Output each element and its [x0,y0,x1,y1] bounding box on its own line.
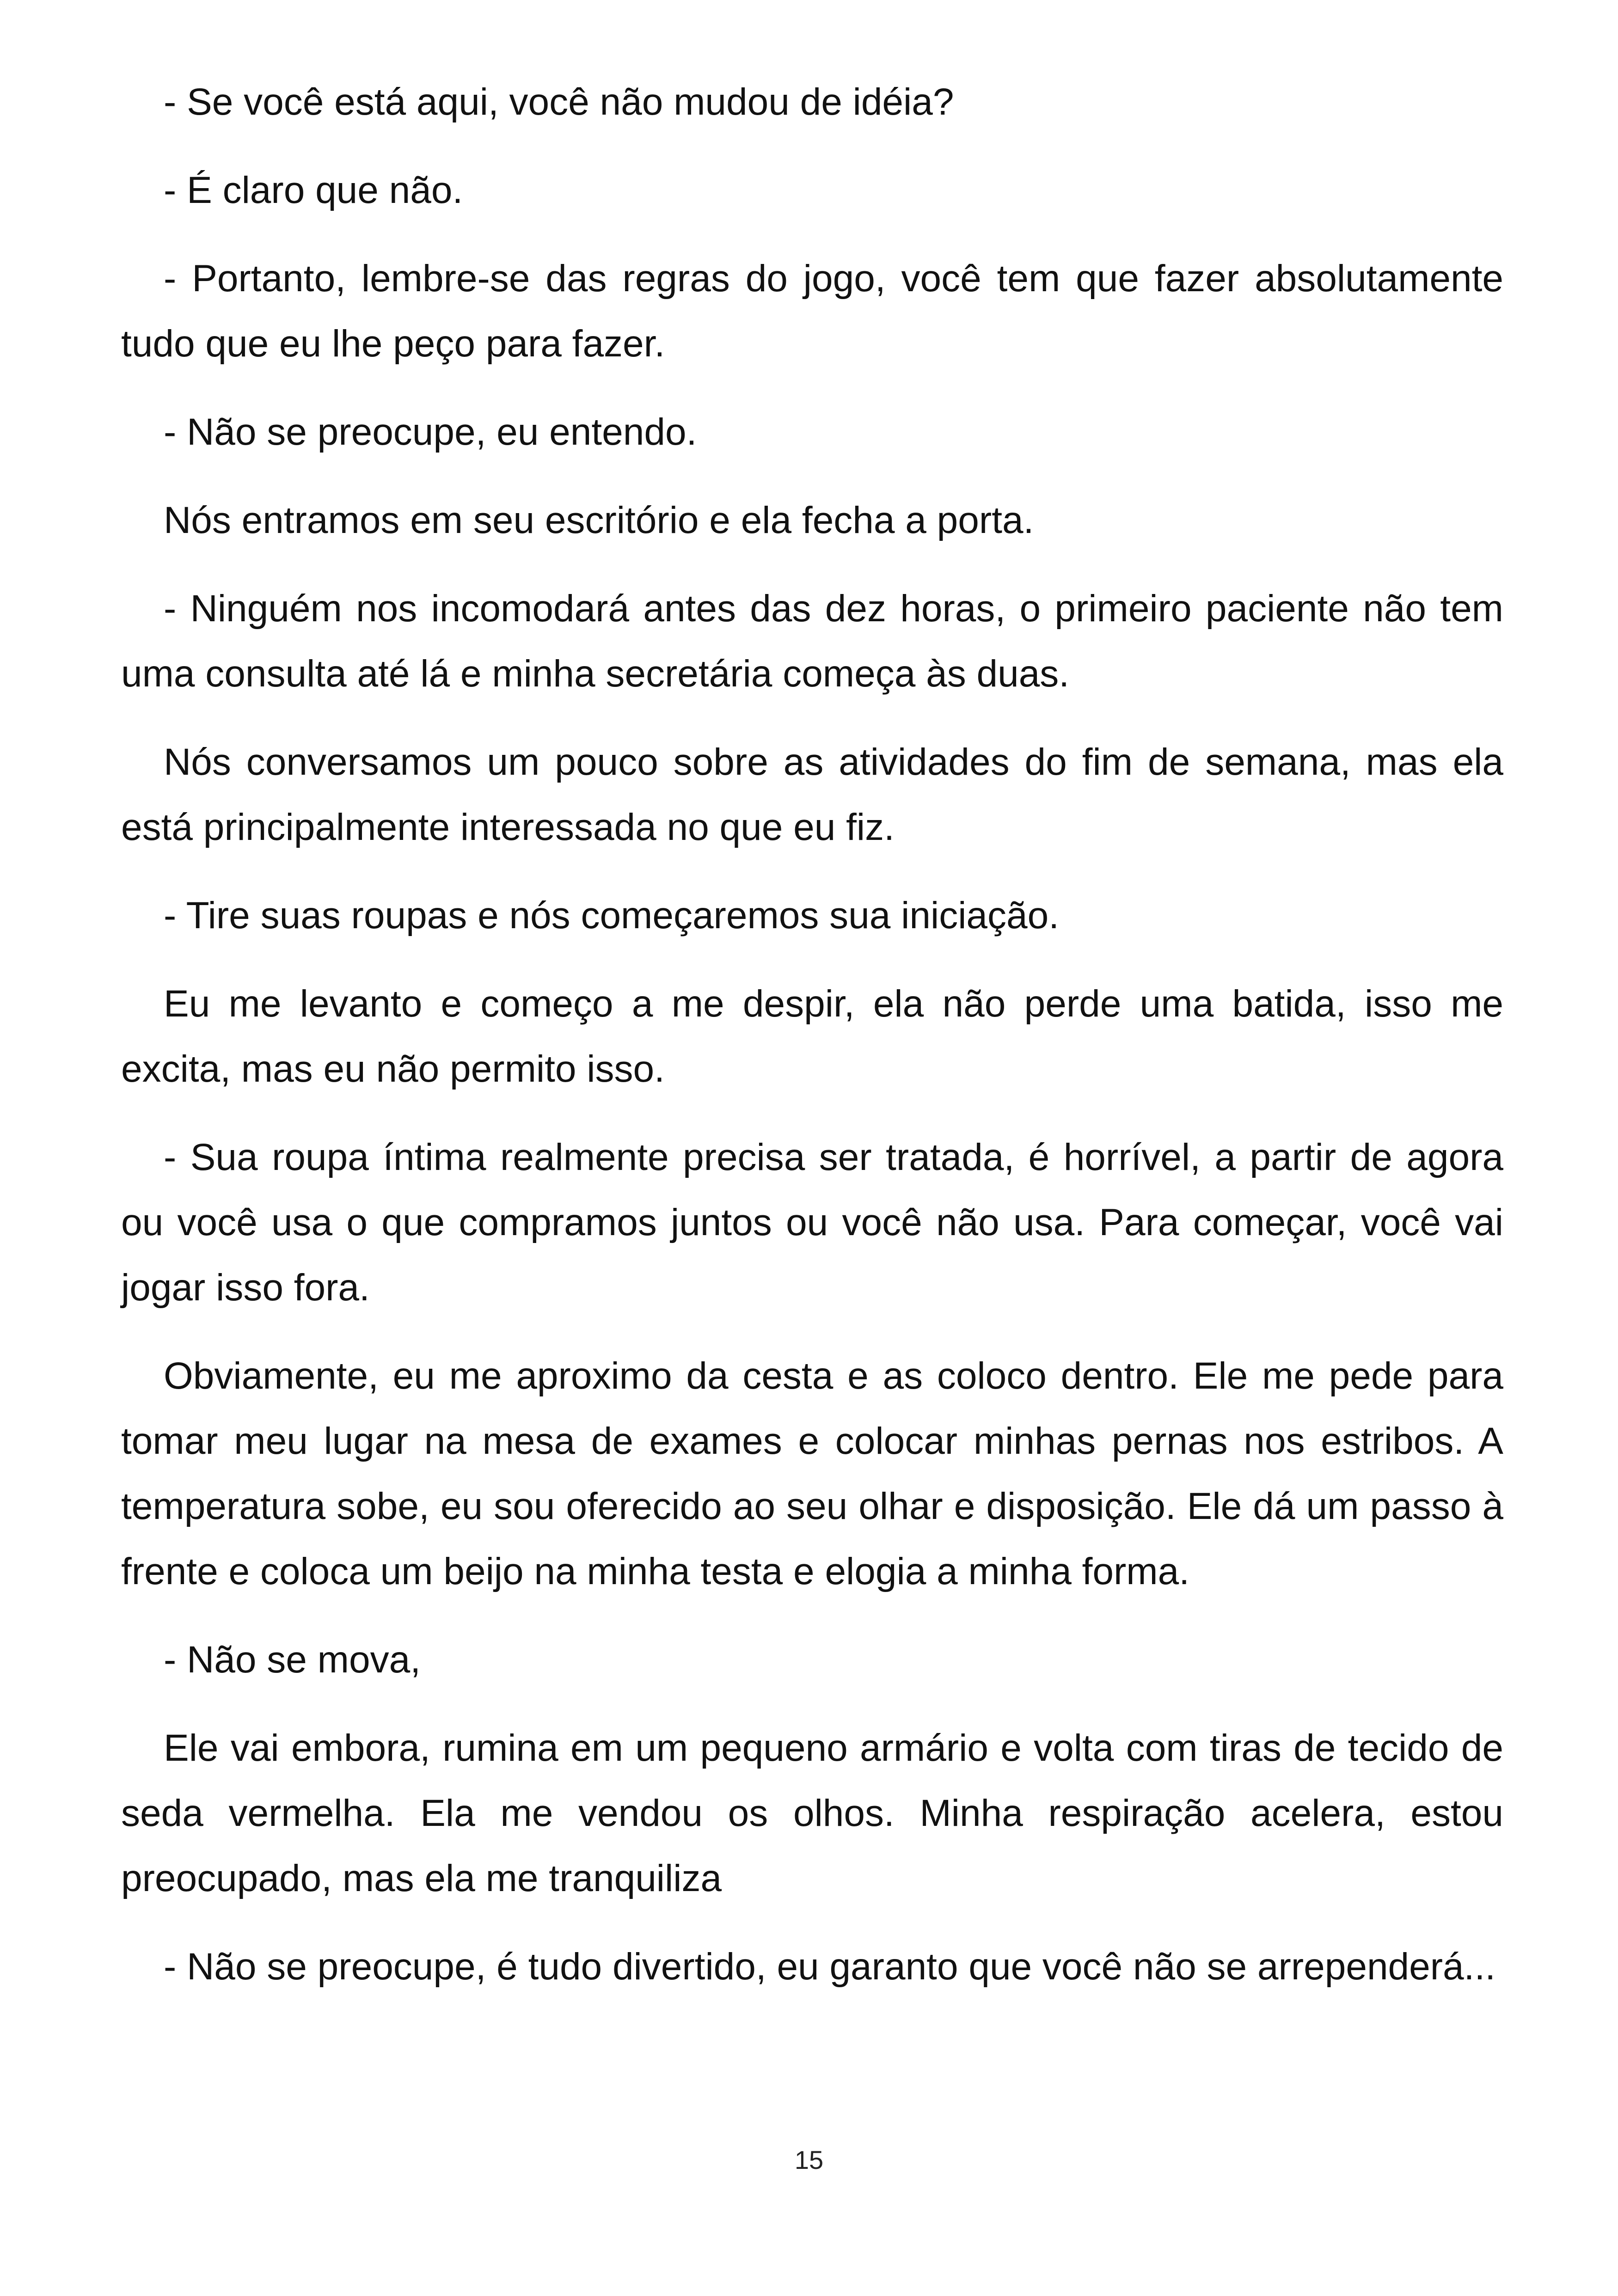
paragraph: - Não se mova, [164,1639,421,1681]
paragraph: Nós entramos em seu escritório e ela fecha a porta. [164,499,1034,541]
paragraph: - Sua roupa íntima realmente precisa ser tratada, é horrível, a partir de agora ou você usa o que compramos juntos ou você não usa. Para começar, você vai jogar isso fora. [121,1136,1503,1309]
paragraph: - Tire suas roupas e nós começaremos sua iniciação. [164,894,1060,937]
paragraph: - Não se preocupe, eu entendo. [164,411,697,453]
paragraph: - Ninguém nos incomodará antes das dez horas, o primeiro paciente não tem uma consulta até lá e minha secretária começa às duas. [121,588,1503,695]
paragraph: - É claro que não. [164,169,463,211]
page-number: 15 [794,2145,824,2174]
paragraph: Obviamente, eu me aproximo da cesta e as coloco dentro. Ele me pede para tomar meu lugar na mesa de exames e colocar minhas pernas nos estribos. A temperatura sobe, eu sou oferecido ao seu olhar e disposição. Ele dá um passo à frente e coloca um beijo na minha testa e elogia a minha forma. [121,1355,1503,1592]
paragraph: Nós conversamos um pouco sobre as atividades do fim de semana, mas ela está principalmente interessada no que eu fiz. [121,741,1503,848]
paragraph: - Portanto, lembre-se das regras do jogo, você tem que fazer absolutamente tudo que eu lhe peço para fazer. [121,257,1503,365]
paragraph: - Se você está aqui, você não mudou de idéia? [164,81,954,123]
body-text [121,69,1503,2022]
paragraph: Eu me levanto e começo a me despir, ela não perde uma batida, isso me excita, mas eu não permito isso. [121,983,1503,1090]
paragraph: Ele vai embora, rumina em um pequeno armário e volta com tiras de tecido de seda vermelha. Ela me vendou os olhos. Minha respiração acelera, estou preocupado, mas ela me tranquiliza [121,1727,1503,1899]
paragraph: - Não se preocupe, é tudo divertido, eu garanto que você não se arrependerá... [164,1946,1496,1988]
